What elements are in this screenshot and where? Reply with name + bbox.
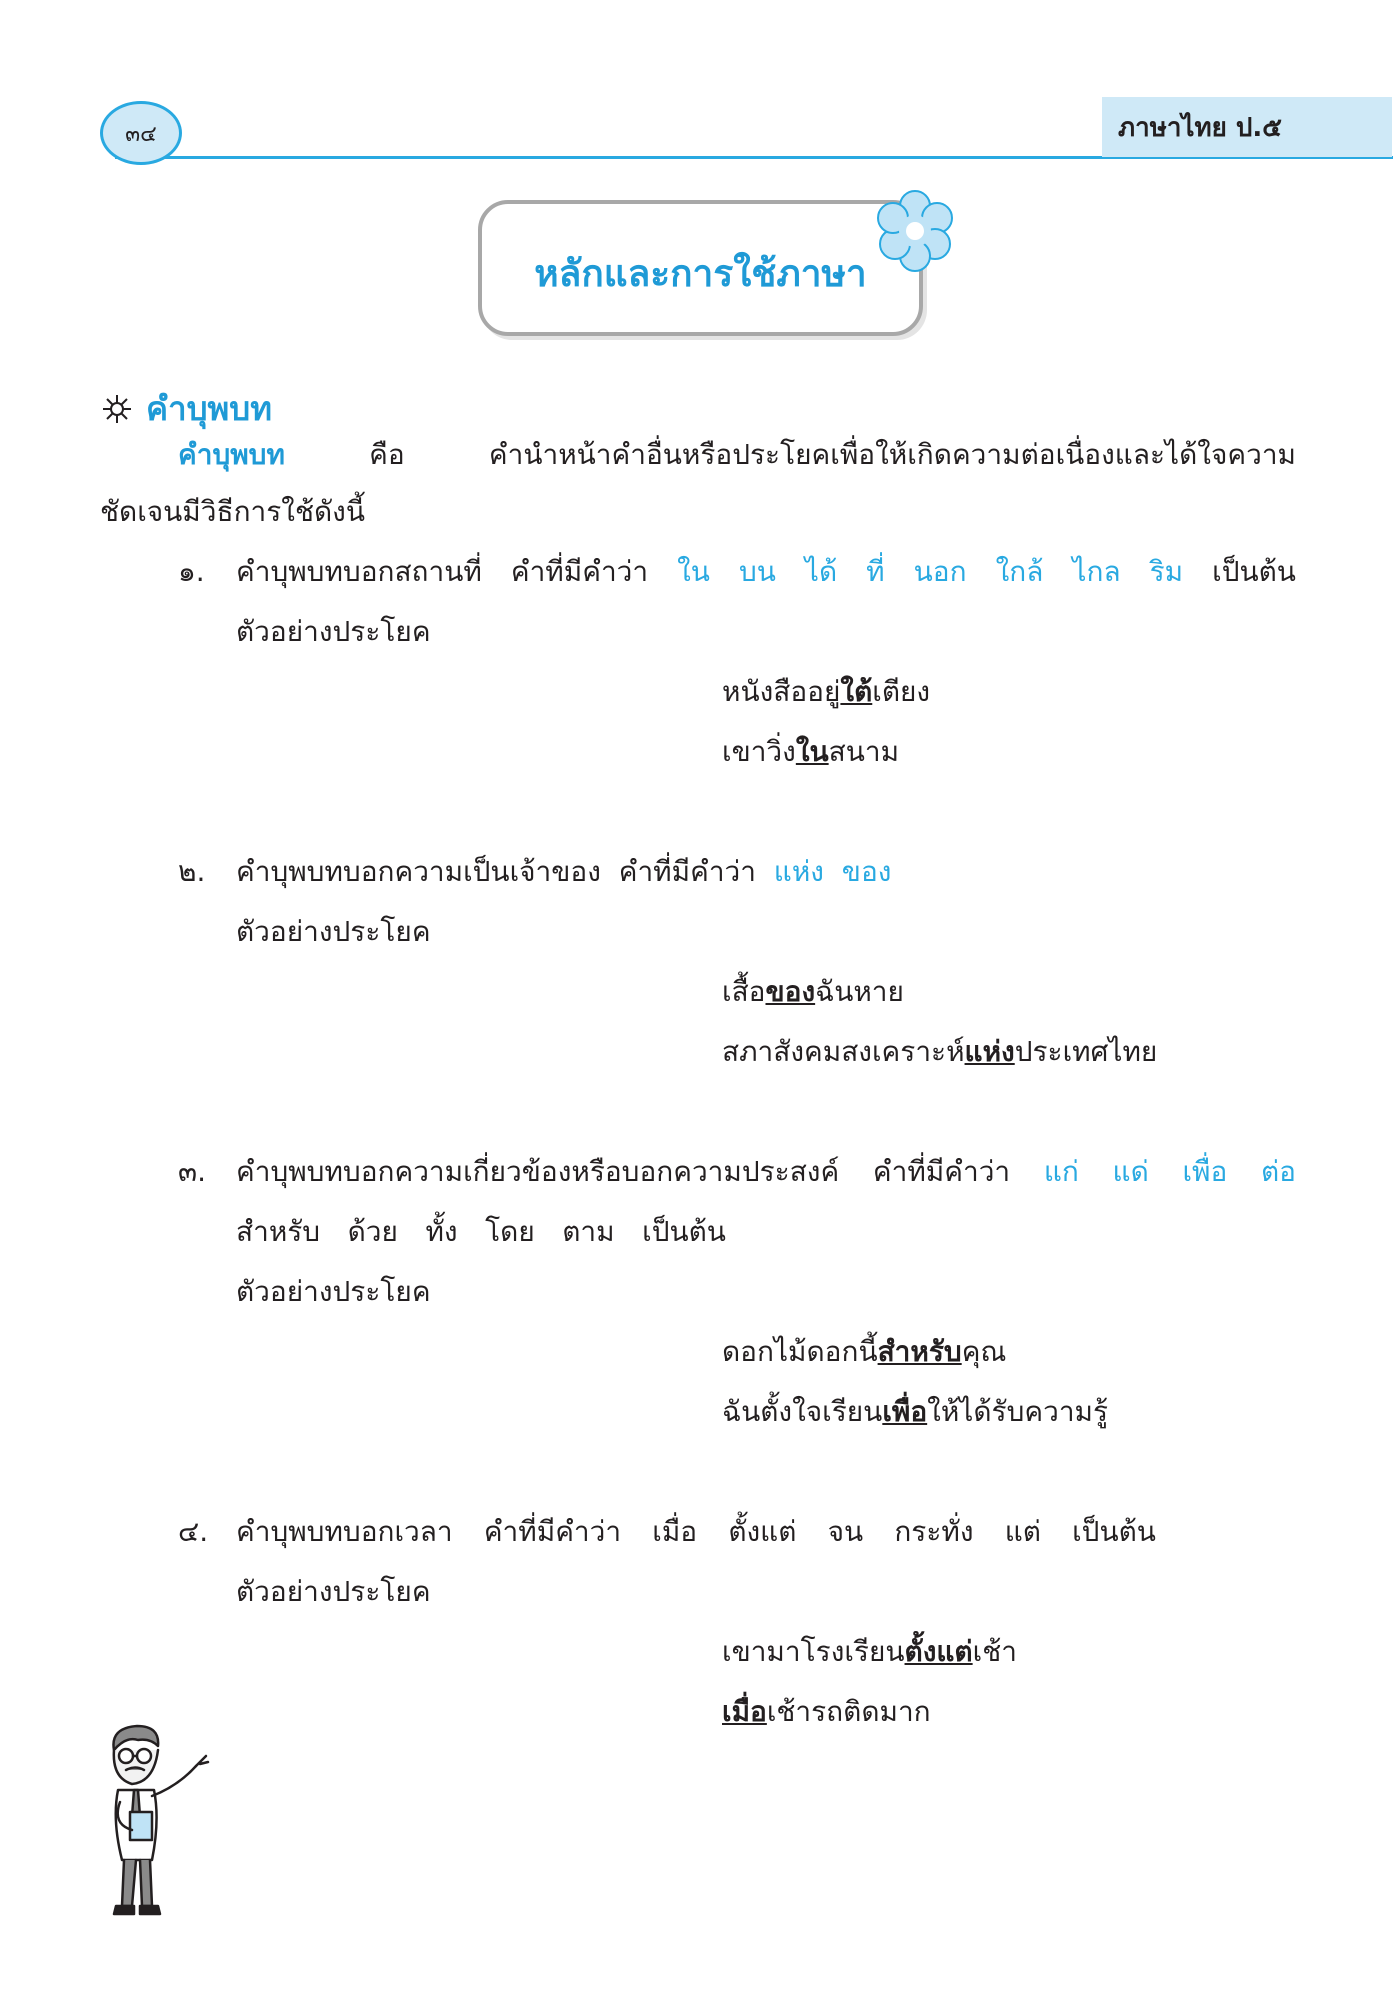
word: เมื่อ: [652, 1515, 698, 1548]
keyword: ของ: [841, 855, 892, 888]
item-title: คำบุพบทบอกความเป็นเจ้าของ: [236, 855, 601, 888]
definition-line-2: ชัดเจนมีวิธีการใช้ดังนี้: [100, 495, 365, 528]
word: แต่: [1004, 1515, 1041, 1548]
keyword: แก่: [1043, 1155, 1079, 1188]
item-4-line: [178, 1512, 1156, 1552]
item-title: คำบุพบทบอกเวลา: [236, 1515, 453, 1548]
page-number-badge: [100, 101, 182, 165]
example-sentence: เขามาโรงเรียนตั้งแต่เช้า: [722, 1635, 1017, 1668]
flower-icon: [872, 188, 958, 274]
item-number: ๓.: [178, 1155, 207, 1188]
item-number: ๑.: [178, 555, 205, 588]
sun-flower-icon: [102, 394, 132, 424]
definition-is: คือ: [369, 438, 405, 471]
definition-line-1: [178, 435, 1296, 475]
example-label: ตัวอย่างประโยค: [236, 1275, 431, 1308]
word: เป็นต้น: [642, 1215, 726, 1248]
example-label: ตัวอย่างประโยค: [236, 1575, 431, 1608]
keyword: ไกล: [1072, 555, 1121, 588]
section-heading: [102, 382, 272, 435]
item-3-line: [178, 1152, 1296, 1192]
item-number: ๒.: [178, 855, 206, 888]
example-label: ตัวอย่างประโยค: [236, 915, 431, 948]
example-sentence: เสื้อของฉันหาย: [722, 975, 904, 1008]
example-sentence: สภาสังคมสงเคราะห์แห่งประเทศไทย: [722, 1035, 1158, 1068]
example-sentence: ดอกไม้ดอกนี้สำหรับคุณ: [722, 1335, 1007, 1368]
word: ตาม: [562, 1215, 615, 1248]
subject-label-box: [1102, 97, 1392, 157]
item-3-line-2: [236, 1212, 726, 1252]
item-title: คำบุพบทบอกความเกี่ยวข้องหรือบอกความประสงค์: [236, 1155, 840, 1188]
keyword: ที่: [866, 555, 885, 588]
item-title: คำบุพบทบอกสถานที่: [236, 555, 482, 588]
teacher-cartoon: [92, 1720, 222, 1920]
item-1-line: [178, 552, 1296, 592]
word: โดย: [485, 1215, 535, 1248]
item-suffix: เป็นต้น: [1212, 555, 1296, 588]
word: ด้วย: [347, 1215, 398, 1248]
keyword: แห่ง: [773, 855, 824, 888]
item-lead: คำที่มีคำว่า: [510, 555, 649, 588]
example-sentence: เขาวิ่งในสนาม: [722, 735, 900, 768]
word: สำหรับ: [236, 1215, 321, 1248]
item-2-line: [178, 852, 891, 892]
item-lead: คำที่มีคำว่า: [618, 855, 756, 888]
keyword: บน: [738, 555, 776, 588]
word: จน: [827, 1515, 864, 1548]
subject-label: ภาษาไทย ป.๕: [1117, 112, 1282, 143]
keyword: ริม: [1149, 555, 1184, 588]
item-lead: คำที่มีคำว่า: [483, 1515, 622, 1548]
definition-text: คำนำหน้าคำอื่นหรือประโยคเพื่อให้เกิดความต่อเนื่องและได้ใจความ: [488, 438, 1296, 471]
example-label: ตัวอย่างประโยค: [236, 615, 431, 648]
definition-term: คำบุพบท: [178, 438, 285, 471]
chapter-title-box: [478, 200, 923, 336]
word: เป็นต้น: [1072, 1515, 1156, 1548]
keyword: ได้: [804, 555, 838, 588]
item-number: ๔.: [178, 1515, 209, 1548]
example-sentence: เมื่อเช้ารถติดมาก: [722, 1695, 931, 1728]
keyword: นอก: [913, 555, 967, 588]
word: ทั้ง: [425, 1215, 458, 1248]
keyword: เพื่อ: [1182, 1155, 1228, 1188]
keyword: ใกล้: [995, 555, 1044, 588]
word: ตั้งแต่: [728, 1515, 797, 1548]
keyword: แด่: [1112, 1155, 1149, 1188]
word: กระทั่ง: [894, 1515, 974, 1548]
example-sentence: ฉันตั้งใจเรียนเพื่อให้ได้รับความรู้: [722, 1395, 1109, 1428]
item-lead: คำที่มีคำว่า: [872, 1155, 1011, 1188]
example-sentence: หนังสืออยู่ใต้เตียง: [722, 675, 931, 708]
chapter-title: หลักและการใช้ภาษา: [534, 251, 867, 295]
keyword: ต่อ: [1260, 1155, 1296, 1188]
page-number: ๓๔: [125, 121, 157, 147]
keyword: ใน: [677, 555, 710, 588]
section-title: คำบุพบท: [146, 389, 273, 428]
